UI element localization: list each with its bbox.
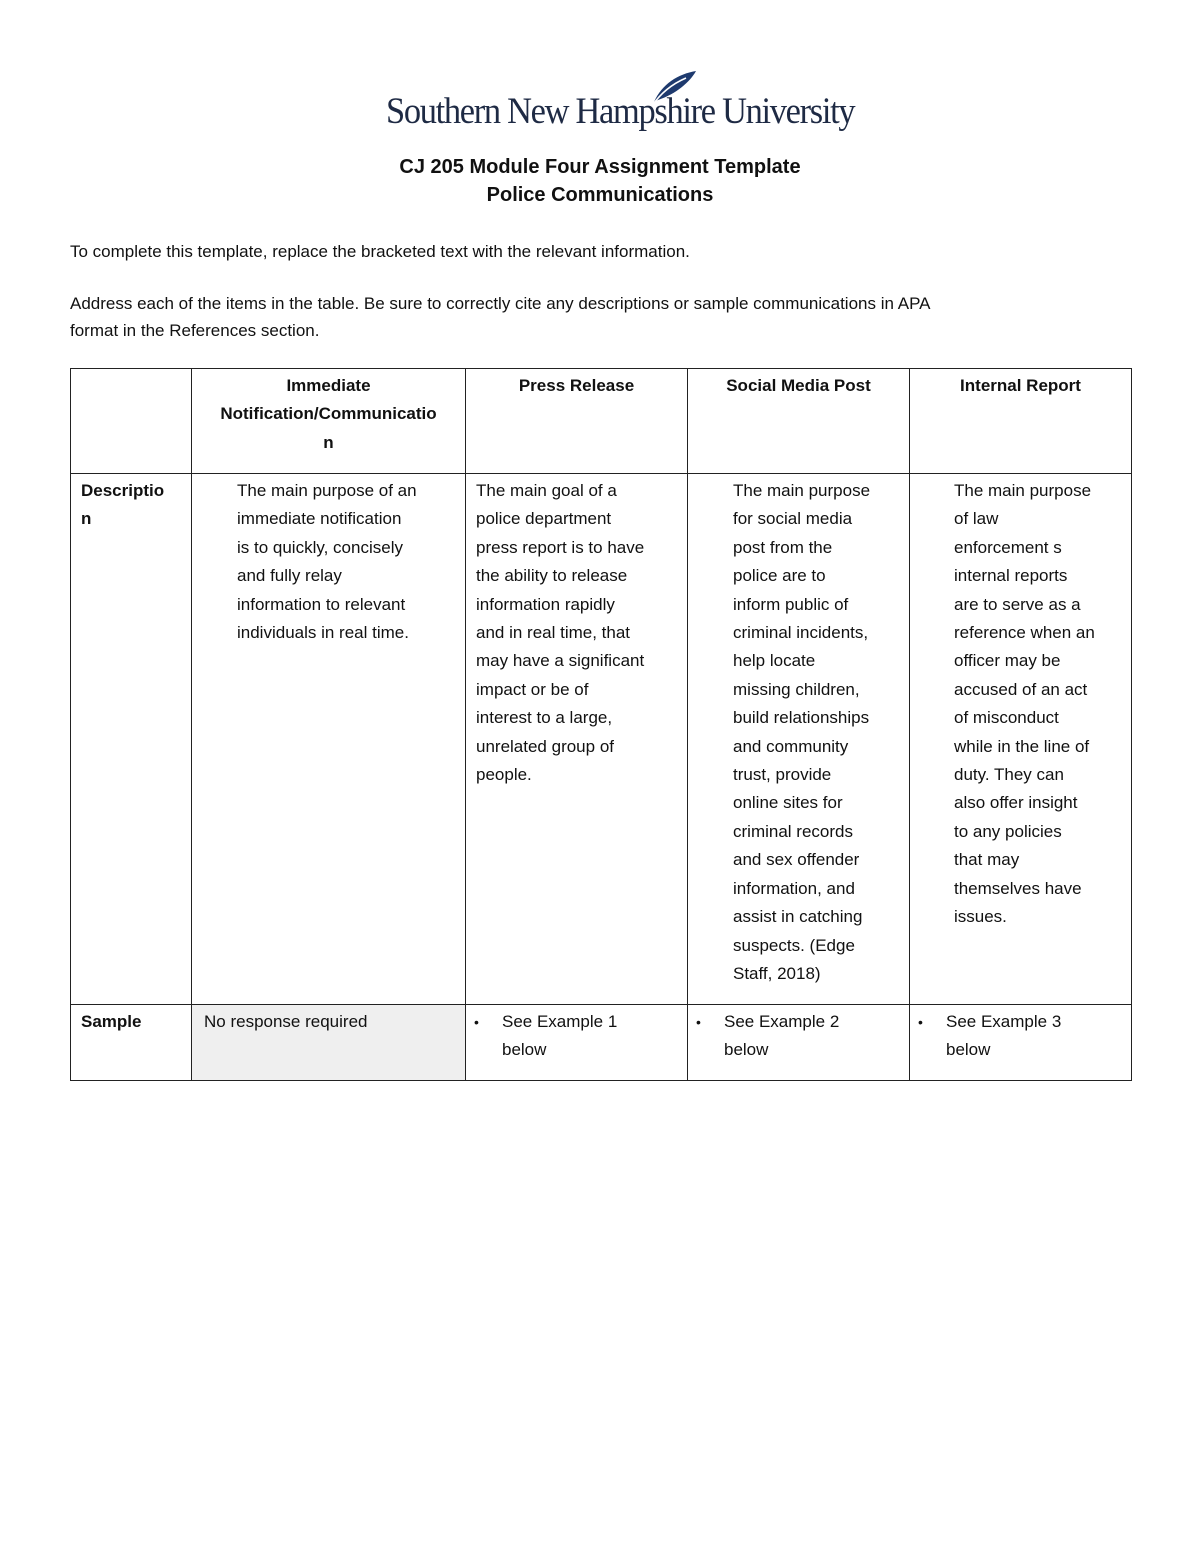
text-line: missing children, bbox=[733, 679, 860, 699]
header-social-media: Social Media Post bbox=[688, 369, 910, 474]
text-line: assist in catching bbox=[733, 907, 863, 927]
bullet-icon: • bbox=[696, 1014, 701, 1030]
bullet-line: See Example 1 bbox=[502, 1012, 618, 1031]
table-row bbox=[71, 474, 1132, 1005]
text-line: and sex offender bbox=[733, 850, 860, 870]
text-line: criminal records bbox=[733, 821, 853, 841]
row-label-description bbox=[71, 474, 192, 1005]
text-line: is to quickly, concisely bbox=[237, 537, 403, 557]
header-text: n bbox=[323, 432, 334, 452]
text-line: that may bbox=[954, 850, 1020, 870]
bullet-line: below bbox=[946, 1040, 991, 1060]
text-line: for social media bbox=[733, 509, 853, 529]
text-line: unrelated group of bbox=[476, 736, 614, 756]
header-text: Immediate bbox=[286, 376, 371, 395]
cell-text bbox=[910, 474, 1131, 932]
text-line: The main purpose of an bbox=[237, 481, 417, 500]
text-line: criminal incidents, bbox=[733, 623, 869, 643]
cell-text bbox=[192, 474, 465, 647]
bullet-item bbox=[910, 1005, 1131, 1065]
cell-text bbox=[466, 474, 687, 789]
document-title: CJ 205 Module Four Assignment Template bbox=[399, 156, 801, 178]
text-line: police department bbox=[476, 509, 612, 529]
text-line: The main goal of a bbox=[476, 481, 617, 500]
text-line: the ability to release bbox=[476, 566, 628, 586]
sample-immediate bbox=[192, 1005, 466, 1081]
text-line: inform public of bbox=[733, 594, 849, 614]
text-line: police are to bbox=[733, 566, 826, 586]
text-line: Staff, 2018) bbox=[733, 963, 821, 983]
sample-social[interactable] bbox=[688, 1005, 910, 1081]
text-line: The main purpose bbox=[733, 481, 871, 500]
instruction-paragraph-1: To complete this template, replace the bracketed text with the relevant information. bbox=[70, 242, 690, 261]
bullet-line: below bbox=[502, 1040, 547, 1060]
header-text: Notification/Communicatio bbox=[220, 404, 437, 424]
table-header-row bbox=[71, 369, 1132, 474]
description-immediate[interactable] bbox=[192, 474, 466, 1005]
bullet-text bbox=[724, 1008, 909, 1065]
header-immediate bbox=[192, 369, 466, 474]
text-line: information, and bbox=[733, 878, 855, 898]
text-line: and community bbox=[733, 736, 849, 756]
text-line: accused of an act bbox=[954, 679, 1088, 699]
text-line: information rapidly bbox=[476, 594, 615, 614]
text-line: themselves have bbox=[954, 878, 1082, 898]
text-line: impact or be of bbox=[476, 679, 589, 699]
text-line: suspects. (Edge bbox=[733, 935, 855, 955]
text-line: may have a significant bbox=[476, 651, 645, 671]
text-line: and fully relay bbox=[237, 566, 342, 586]
university-logo bbox=[386, 68, 855, 140]
text-line: of misconduct bbox=[954, 708, 1059, 728]
table-row bbox=[71, 1005, 1132, 1081]
label-text: n bbox=[81, 509, 92, 529]
description-internal[interactable] bbox=[910, 474, 1132, 1005]
text-line: are to serve as a bbox=[954, 594, 1081, 614]
bullet-line: See Example 2 bbox=[724, 1012, 840, 1031]
text-line: duty. They can bbox=[954, 765, 1064, 785]
text-line: enforcement s bbox=[954, 537, 1062, 557]
header-press-release: Press Release bbox=[466, 369, 688, 474]
bullet-line: See Example 3 bbox=[946, 1012, 1062, 1031]
text-line: online sites for bbox=[733, 793, 843, 813]
bullet-icon: • bbox=[474, 1014, 479, 1030]
bullet-icon: • bbox=[918, 1014, 923, 1030]
text-line: of law bbox=[954, 509, 999, 529]
sample-internal[interactable] bbox=[910, 1005, 1132, 1081]
bullet-text bbox=[946, 1008, 1131, 1065]
text-line: reference when an bbox=[954, 623, 1095, 643]
text-line: to any policies bbox=[954, 821, 1062, 841]
description-social[interactable] bbox=[688, 474, 910, 1005]
text-line: also offer insight bbox=[954, 793, 1078, 813]
bullet-item bbox=[688, 1005, 909, 1065]
text-line: post from the bbox=[733, 537, 833, 557]
instruction-paragraph-2 bbox=[70, 290, 1130, 344]
sample-press[interactable] bbox=[466, 1005, 688, 1081]
text-line: build relationships bbox=[733, 708, 870, 728]
header-internal-report: Internal Report bbox=[910, 369, 1132, 474]
text-line: information to relevant bbox=[237, 594, 406, 614]
text-line: The main purpose bbox=[954, 481, 1092, 500]
bullet-item bbox=[466, 1005, 687, 1065]
text-line: people. bbox=[476, 765, 532, 785]
text-line: officer may be bbox=[954, 651, 1061, 671]
description-press[interactable] bbox=[466, 474, 688, 1005]
instruction-line: Address each of the items in the table. Be sure to correctly cite any descriptions or sample communications in APA bbox=[70, 294, 931, 313]
instruction-line: format in the References section. bbox=[70, 321, 320, 340]
text-line: individuals in real time. bbox=[237, 623, 409, 643]
text-line: press report is to have bbox=[476, 537, 645, 557]
label-text: Descriptio bbox=[81, 481, 165, 500]
text-line: and in real time, that bbox=[476, 623, 631, 643]
logo-text: Southern New Hampshire University bbox=[386, 91, 855, 132]
row-label-sample: Sample bbox=[71, 1005, 192, 1081]
bullet-text bbox=[502, 1008, 687, 1065]
text-line: trust, provide bbox=[733, 765, 832, 785]
text-line: interest to a large, bbox=[476, 708, 613, 728]
cell-text bbox=[688, 474, 909, 988]
corner-cell bbox=[71, 369, 192, 474]
text-line: internal reports bbox=[954, 566, 1068, 586]
bullet-line: below bbox=[724, 1040, 769, 1060]
text-line: issues. bbox=[954, 907, 1007, 927]
document-subtitle: Police Communications bbox=[486, 184, 714, 206]
text-line: while in the line of bbox=[954, 736, 1090, 756]
communications-table bbox=[70, 368, 1132, 1081]
text-line: immediate notification bbox=[237, 509, 402, 529]
text-line: help locate bbox=[733, 651, 816, 671]
cell-text: No response required bbox=[204, 1012, 368, 1031]
